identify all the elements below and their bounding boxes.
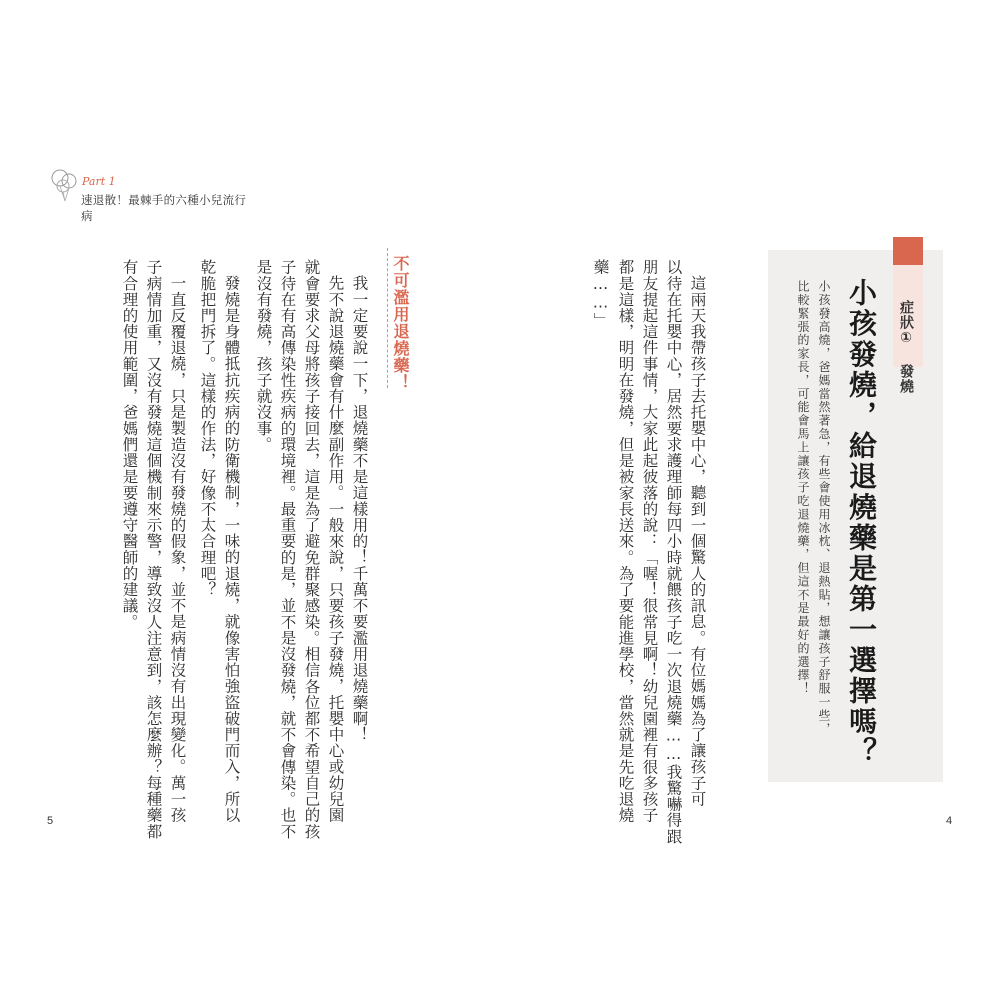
running-subtitle: 速退散！最棘手的六種小兒流行病 <box>81 193 247 223</box>
body-column: 發燒是身體抵抗疾病的防衛機制，一味的退燒，就像害怕強盜破門而入，所以 <box>222 275 241 824</box>
body-column: 子待在有高傳染性疾病的環境裡。最重要的是，並不是沒發燒，就不會傳染。也不 <box>278 259 297 840</box>
body-column: 我一定要說一下，退燒藥不是這樣用的！千萬不要濫用退燒藥啊！ <box>350 275 369 743</box>
body-column: 有合理的使用範圍，爸媽們還是要遵守醫師的建議。 <box>120 259 139 630</box>
body-column: 這兩天我帶孩子去托嬰中心，聽到一個驚人的訊息。有位媽媽為了讓孩子可 <box>688 275 707 807</box>
symptom-tag-label: 症狀① 發燒 <box>898 300 914 394</box>
page-number-left: 5 <box>47 815 54 827</box>
page-number-right: 4 <box>946 815 953 827</box>
body-column: 是沒有發燒，孩子就沒事。 <box>254 259 273 453</box>
body-column: 先不說退燒藥會有什麼副作用。一般來說，只要孩子發燒，托嬰中心或幼兒園 <box>326 275 345 824</box>
intro-line-1: 小孩發高燒，爸媽當然著急，有些會使用冰枕、退熱貼，想讓孩子舒服一些， <box>817 280 831 736</box>
balloon-logo-icon <box>48 165 82 205</box>
body-column: 子病情加重，又沒有發燒這個機制來示警，導致沒人注意到，該怎麼辦？每種藥都 <box>144 259 163 840</box>
running-header <box>48 165 248 223</box>
subheading-rule <box>387 248 388 388</box>
body-column: 藥……」 <box>591 259 610 329</box>
body-column: 朋友提起這件事情，大家此起彼落的說：「喔！很常見啊！幼兒園裡有很多孩子 <box>640 259 659 824</box>
subheading: 不可濫用退燒藥！ <box>391 255 410 391</box>
part-label: Part 1 <box>82 175 116 188</box>
body-column: 一直反覆退燒，只是製造沒有發燒的假象，並不是病情沒有出現變化。萬一孩 <box>168 275 187 824</box>
intro-line-2: 比較緊張的家長，可能會馬上讓孩子吃退燒藥，但這不是最好的選擇！ <box>796 280 810 696</box>
body-column: 乾脆把門拆了。這樣的作法，好像不太合理吧？ <box>198 259 217 598</box>
body-column: 就會要求父母將孩子接回去，這是為了避免群聚感染。相信各位都不希望自己的孩 <box>302 259 321 840</box>
body-column: 都是這樣，明明在發燒，但是被家長送來。為了要能進學校，當然就是先吃退燒 <box>616 259 635 824</box>
body-column: 以待在托嬰中心，居然要求護理師每四小時就餵孩子吃一次退燒藥……我驚嚇得跟 <box>664 259 683 845</box>
section-title: 小孩發燒，給退燒藥是第一選擇嗎？ <box>845 278 878 768</box>
